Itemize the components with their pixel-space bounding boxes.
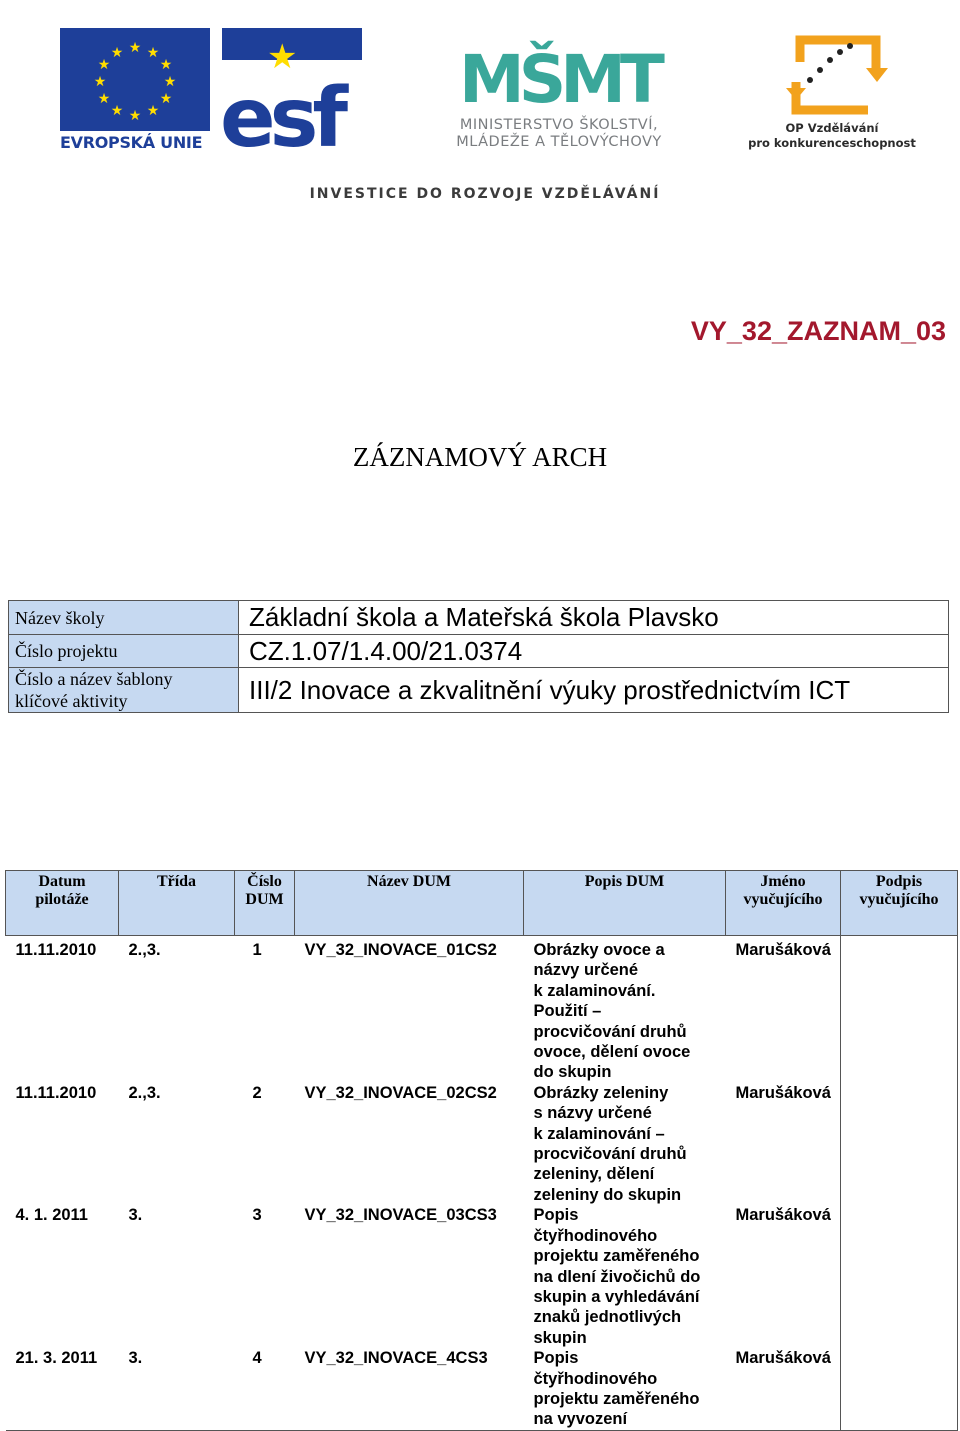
cell-signature (841, 936, 958, 1083)
cell-name: VY_32_INOVACE_01CS2 (304, 941, 497, 959)
header-name: Název DUM (295, 871, 524, 936)
project-value: CZ.1.07/1.4.00/21.0374 (239, 635, 949, 668)
msmt-wordmark: MŠMT (459, 41, 659, 117)
svg-text:★: ★ (146, 103, 160, 119)
description-line: k zalaminování. (533, 981, 656, 1000)
op-caption (748, 121, 916, 151)
template-label-line-2: klíčové aktivity (15, 691, 128, 711)
eu-stars-icon (60, 28, 210, 131)
header-date (6, 871, 119, 936)
cell-number: 1 (252, 941, 262, 959)
cell-class: 3. (128, 1206, 143, 1225)
table-header-row (6, 871, 958, 936)
school-row (9, 601, 949, 635)
cell-description (524, 936, 726, 1083)
project-row (9, 635, 949, 668)
header-signature-line-1: Podpis (875, 873, 923, 890)
description-line: s názvy určené (533, 1104, 652, 1123)
svg-text:★: ★ (146, 45, 160, 61)
document-title: ZÁZNAMOVÝ ARCH (352, 442, 608, 472)
description-line: Použití – (533, 1002, 602, 1021)
op-caption-line-1: OP Vzdělávání (785, 121, 879, 135)
svg-text:★: ★ (128, 40, 142, 56)
cell-date: 11.11.2010 (15, 1083, 97, 1102)
msmt-caption-line-1: MINISTERSTVO ŠKOLSTVÍ, (459, 117, 659, 133)
description-line: do skupin (533, 1063, 612, 1082)
description-line: zeleniny do skupin (533, 1185, 682, 1204)
cell-teacher: Marušáková (726, 1348, 841, 1430)
table-row (6, 1348, 958, 1430)
header-teacher-line-1: Jméno (760, 873, 806, 890)
dum-records-table (5, 870, 958, 1431)
table-row (6, 936, 958, 1083)
eu-flag-logo (60, 28, 210, 131)
header-number-line-1: Číslo (247, 873, 282, 890)
description-line: Obrázky zeleniny (533, 1083, 669, 1102)
school-value: Základní škola a Mateřská škola Plavsko (239, 601, 949, 635)
header-signature-line-2: vyučujícího (859, 891, 939, 908)
cell-description (524, 1205, 726, 1348)
svg-text:★: ★ (159, 91, 173, 107)
description-line: Popis (533, 1349, 579, 1368)
svg-text:★: ★ (128, 108, 142, 124)
description-line: čtyřhodinového (533, 1369, 658, 1388)
msmt-caption-line-2: MLÁDEŽE A TĚLOVÝCHOVY (456, 134, 662, 150)
school-info-table (8, 600, 949, 713)
document-code: VY_32_ZAZNAM_03 (690, 316, 946, 346)
header-date-line-2: pilotáže (35, 891, 89, 908)
svg-text:★: ★ (93, 74, 107, 90)
description-line: Obrázky ovoce a (533, 941, 665, 959)
svg-text:★: ★ (267, 37, 298, 77)
description-line: projektu zaměřeného (533, 1389, 700, 1408)
svg-text:★: ★ (163, 74, 177, 90)
template-row (9, 668, 949, 713)
description-line: názvy určené (533, 961, 639, 980)
msmt-caption (424, 117, 694, 151)
op-caption-line-2: pro konkurenceschopnost (748, 136, 916, 150)
cell-name: VY_32_INOVACE_03CS3 (304, 1206, 497, 1225)
svg-text:★: ★ (159, 57, 173, 73)
eu-label: EVROPSKÁ UNIE (60, 133, 203, 152)
school-label: Název školy (9, 601, 239, 635)
svg-text:★: ★ (110, 45, 124, 61)
table-row (6, 1205, 958, 1348)
cell-signature (841, 1083, 958, 1205)
cell-number: 3 (252, 1206, 262, 1225)
header-date-line-1: Datum (38, 873, 86, 890)
header-number (235, 871, 295, 936)
header-teacher (726, 871, 841, 936)
cell-name: VY_32_INOVACE_02CS2 (304, 1083, 497, 1102)
description-line: skupin a vyhledávání (533, 1287, 700, 1306)
cell-date: 4. 1. 2011 (15, 1206, 88, 1225)
project-label: Číslo projektu (9, 635, 239, 668)
header-signature (841, 871, 958, 936)
investment-banner: INVESTICE DO ROZVOJE VZDĚLÁVÁNÍ (309, 186, 661, 202)
description-line: procvičování druhů (533, 1145, 687, 1164)
description-line: zeleniny, dělení (533, 1165, 655, 1184)
description-line: na dlení živočichů do (533, 1267, 701, 1286)
description-line: procvičování druhů (533, 1022, 687, 1041)
template-label-line-1: Číslo a název šablony (15, 669, 173, 689)
header-class: Třída (119, 871, 235, 936)
cell-teacher: Marušáková (735, 1206, 831, 1225)
cell-number: 4 (235, 1348, 295, 1430)
template-value: III/2 Inovace a zkvalitnění výuky prostřednictvím ICT (239, 668, 949, 713)
esf-wordmark: esf (222, 71, 343, 150)
svg-text:★: ★ (97, 91, 111, 107)
description-line: k zalaminování – (533, 1124, 665, 1143)
header-teacher-line-2: vyučujícího (743, 891, 823, 908)
svg-text:★: ★ (110, 103, 124, 119)
description-line: ovoce, dělení ovoce (533, 1043, 691, 1062)
cell-teacher: Marušáková (735, 1083, 831, 1102)
template-label (9, 668, 239, 713)
cell-name: VY_32_INOVACE_4CS3 (295, 1348, 524, 1430)
description-line: znaků jednotlivých (533, 1308, 682, 1327)
cell-number: 2 (252, 1083, 262, 1102)
svg-text:★: ★ (97, 57, 111, 73)
description-line: projektu zaměřeného (533, 1247, 700, 1266)
description-line: čtyřhodinového (533, 1226, 658, 1245)
cell-class: 2.,3. (128, 1083, 161, 1102)
logo-banner (0, 0, 960, 215)
cell-date: 11.11.2010 (15, 941, 97, 959)
header-description: Popis DUM (524, 871, 726, 936)
cell-description (524, 1083, 726, 1205)
cell-signature (841, 1205, 958, 1348)
esf-logo (222, 28, 362, 150)
cell-teacher: Marušáková (735, 941, 831, 959)
cell-signature (841, 1348, 958, 1430)
header-number-line-2: DUM (245, 891, 284, 908)
cell-class: 2.,3. (128, 941, 161, 959)
description-line: skupin (533, 1328, 587, 1347)
description-line: Popis (533, 1206, 579, 1225)
table-row (6, 1083, 958, 1205)
description-line: na vyvození (533, 1410, 628, 1429)
cell-date: 21. 3. 2011 (6, 1348, 119, 1430)
cell-class: 3. (119, 1348, 235, 1430)
cell-description (524, 1348, 726, 1430)
